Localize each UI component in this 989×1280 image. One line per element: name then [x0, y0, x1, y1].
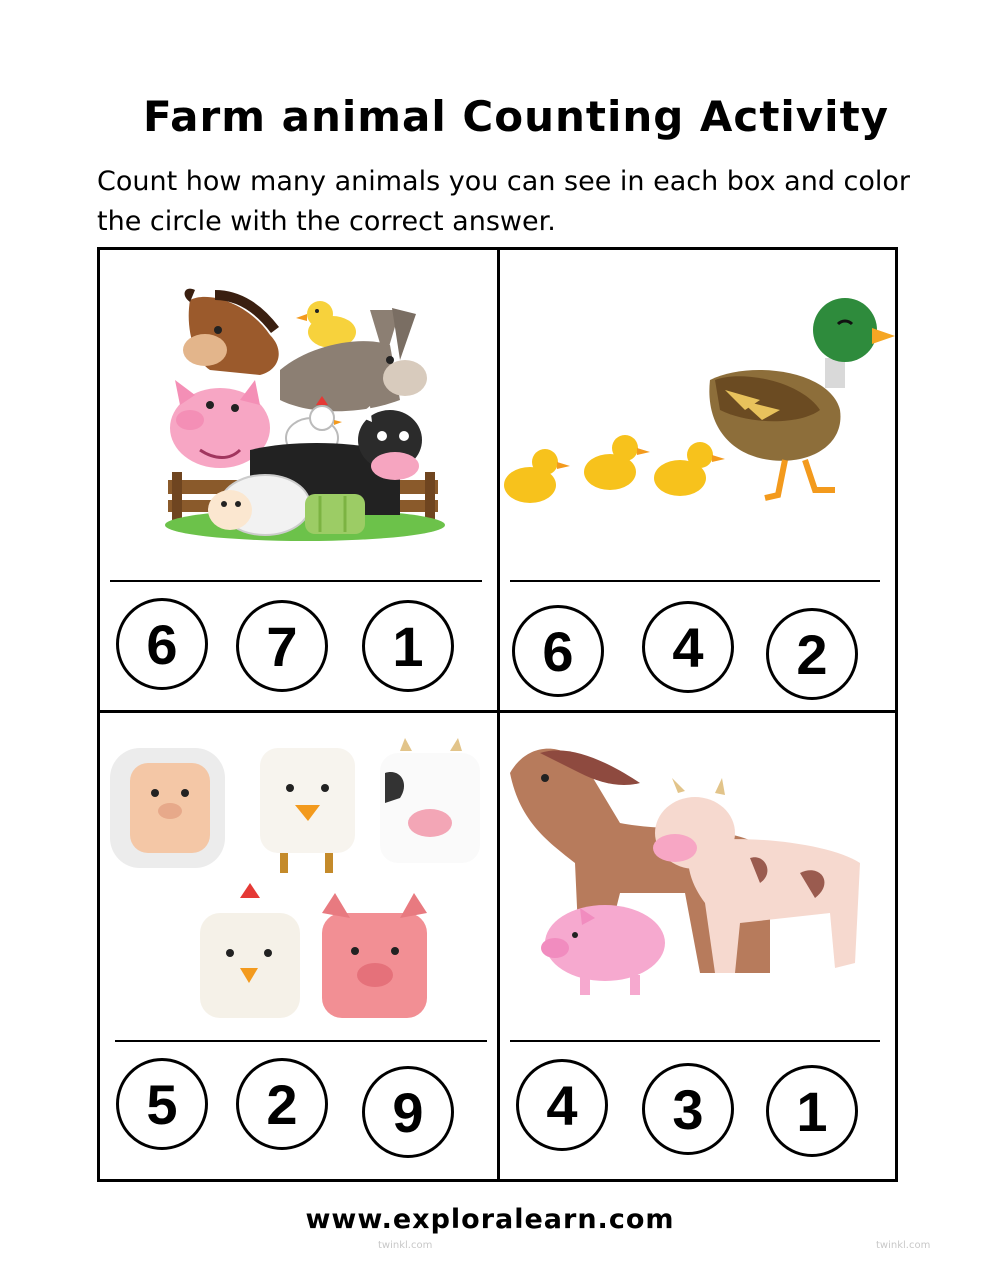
- duckling: [504, 449, 570, 503]
- duckling: [584, 435, 650, 490]
- cow: [380, 738, 480, 863]
- answer-circle[interactable]: 5: [116, 1058, 208, 1150]
- answer-circle[interactable]: 2: [236, 1058, 328, 1150]
- answer-circle[interactable]: 4: [516, 1059, 608, 1151]
- answer-circle[interactable]: 7: [236, 600, 328, 692]
- duck: [260, 748, 355, 873]
- duckling: [654, 442, 725, 496]
- pig: [322, 893, 427, 1018]
- footer-url[interactable]: www.exploralearn.com: [305, 1204, 675, 1235]
- panel-separator: [115, 1040, 487, 1042]
- answer-circle[interactable]: 1: [766, 1065, 858, 1157]
- donkey: [280, 308, 427, 411]
- cube-animals-illustration: [100, 713, 497, 1033]
- pig: [541, 905, 665, 995]
- answer-circle[interactable]: 3: [642, 1063, 734, 1155]
- watermark-right: twinkl.com: [876, 1240, 931, 1251]
- answer-grid: [97, 247, 898, 1182]
- horse-cow-pig-illustration: [500, 713, 898, 1033]
- answer-circle[interactable]: 2: [766, 608, 858, 700]
- answer-circle[interactable]: 6: [116, 598, 208, 690]
- mallard-duck: [709, 298, 895, 498]
- farm-animals-illustration: [100, 250, 497, 570]
- panel-separator: [510, 580, 880, 582]
- panel-4: [500, 713, 898, 1179]
- horse: [183, 289, 279, 375]
- worksheet-title: Farm animal Counting Activity: [142, 92, 890, 141]
- panel-2: [500, 250, 898, 710]
- chicken: [200, 883, 300, 1018]
- panel-3: [100, 713, 497, 1179]
- instructions: Count how many animals you can see in each box and color the circle with the correct answer.: [97, 166, 911, 237]
- duckling: [296, 301, 356, 348]
- panel-separator: [510, 1040, 880, 1042]
- panel-1: [100, 250, 497, 710]
- duck-family-illustration: [500, 250, 898, 570]
- watermark-left: twinkl.com: [378, 1240, 433, 1251]
- answer-circle[interactable]: 4: [642, 601, 734, 693]
- answer-circle[interactable]: 9: [362, 1066, 454, 1158]
- answer-circle[interactable]: 6: [512, 605, 604, 697]
- hay-bale: [305, 494, 365, 534]
- answer-circle[interactable]: 1: [362, 600, 454, 692]
- panel-separator: [110, 580, 482, 582]
- sheep: [110, 748, 225, 868]
